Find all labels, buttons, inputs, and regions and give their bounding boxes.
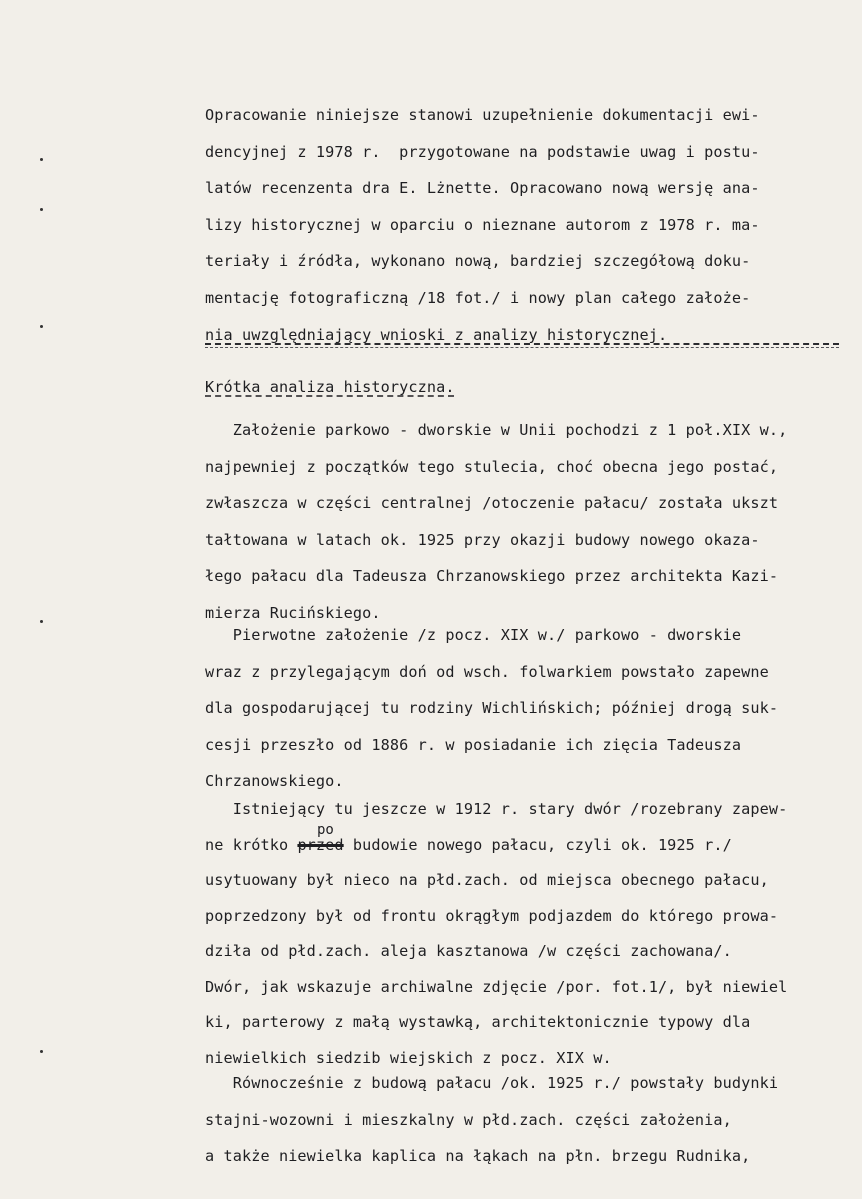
text-line: Pierwotne założenie /z pocz. XIX w./ parkowo - dworskie	[205, 626, 742, 644]
text-line: łego pałacu dla Tadeusza Chrzanowskiego przez architekta Kazi-	[205, 567, 779, 586]
text-line: lizy historycznej w oparciu o nieznane autorom z 1978 r. ma-	[205, 215, 760, 234]
text-line: dencyjnej z 1978 r. przygotowane na podstawie uwag i postu-	[205, 142, 760, 161]
text-line: wraz z przylegającym doń od wsch. folwarkiem powstało zapewne	[205, 662, 769, 681]
text-line: tałtowana w latach ok. 1925 przy okazji budowy nowego okaza-	[205, 530, 760, 549]
paragraph-manor-line: ne krótko przed budowie nowego pałacu, czyli ok. 1925 r./	[205, 836, 732, 854]
margin-mark	[40, 208, 43, 211]
text-line: a także niewielka kaplica na łąkach na płn. brzegu Rudnika,	[205, 1147, 751, 1166]
text-line: stajni-wozowni i mieszkalny w płd.zach. części założenia,	[205, 1110, 732, 1129]
text-line: ki, parterowy z małą wystawką, architektonicznie typowy dla	[205, 1013, 751, 1031]
text-line: mentację fotograficzną /18 fot./ i nowy plan całego założe-	[205, 289, 751, 307]
margin-mark	[40, 1050, 43, 1053]
struck-word: przed	[297, 836, 344, 854]
text-line: najpewniej z początków tego stulecia, choć obecna jego postać,	[205, 457, 779, 476]
text-line: latów recenzenta dra E. Lżnette. Opracowano nową wersję ana-	[205, 179, 760, 198]
margin-mark	[40, 620, 43, 623]
margin-mark	[40, 158, 43, 161]
dashed-rule	[205, 347, 839, 348]
text-line: Opracowanie niniejsze stanowi uzupełnienie dokumentacji ewi-	[205, 106, 760, 124]
handwritten-insert: po	[317, 822, 334, 838]
text-line: dziła od płd.zach. aleja kasztanowa /w części zachowana/.	[205, 942, 732, 960]
text-line: Równocześnie z budową pałacu /ok. 1925 r./ powstały budynki	[205, 1074, 779, 1092]
text-line: nia uwzględniający wnioski z analizy historycznej.	[205, 325, 668, 344]
text-line: Dwór, jak wskazuje archiwalne zdjęcie /por. fot.1/, był niewiel	[205, 977, 788, 996]
text-line: zwłaszcza w części centralnej /otoczenie pałacu/ została ukszt	[205, 494, 779, 513]
dashed-rule	[205, 343, 839, 345]
text-line: usytuowany był nieco na płd.zach. od miejsca obecnego pałacu,	[205, 871, 769, 889]
text-line: niewielkich siedzib wiejskich z pocz. XIX w.	[205, 1048, 612, 1067]
paragraph-manor-line: Istniejący tu jeszcze w 1912 r. stary dwór /rozebrany zapew-	[205, 800, 788, 818]
text-line: mierza Rucińskiego.	[205, 604, 381, 622]
text-line: Chrzanowskiego.	[205, 772, 344, 791]
text-line: cesji przeszło od 1886 r. w posiadanie ich zięcia Tadeusza	[205, 735, 742, 754]
text-line: dla gospodarującej tu rodziny Wichlińskich; później drogą suk-	[205, 699, 779, 718]
text-line: teriały i źródła, wykonano nową, bardziej szczegółową doku-	[205, 252, 751, 271]
margin-mark	[40, 325, 43, 328]
text-line: poprzedzony był od frontu okrągłym podjazdem do którego prowa-	[205, 906, 779, 925]
text-line: Założenie parkowo - dworskie w Unii pochodzi z 1 poł.XIX w.,	[205, 421, 788, 439]
section-heading: Krótka analiza historyczna.	[205, 378, 455, 396]
